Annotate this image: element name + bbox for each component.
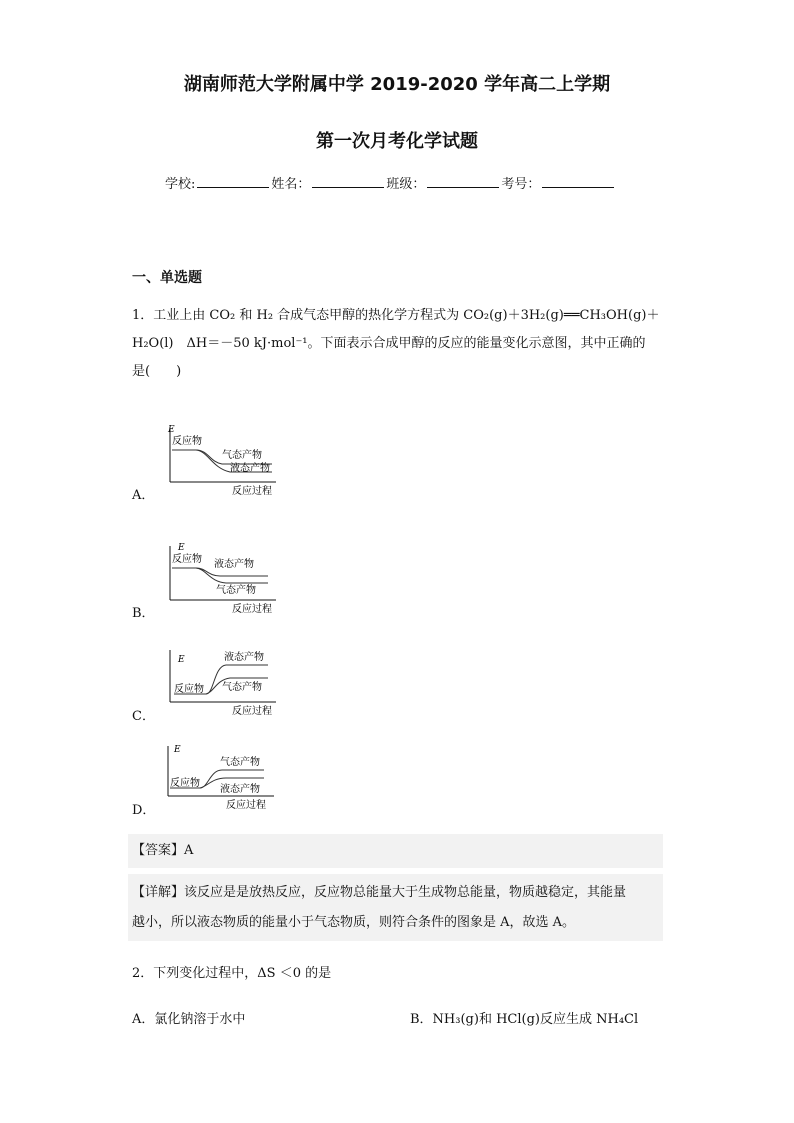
- option-d-diagram: [160, 740, 290, 816]
- option-a-diagram: [160, 420, 290, 498]
- class-label: 班级：: [386, 177, 426, 192]
- school-blank: [197, 175, 269, 188]
- question-2-option-b: B．NH₃(g)和 HCl(g)反应生成 NH₄Cl: [410, 1012, 639, 1027]
- explanation-box: [128, 874, 663, 941]
- exam-number-label: 考号：: [501, 177, 541, 192]
- option-b-diagram: [160, 538, 290, 616]
- lower-product-label: 液态产物: [230, 463, 270, 474]
- explanation-line: 越小，所以液态物质的能量小于气态物质，则符合条件的图象是 A，故选 A。: [132, 915, 576, 930]
- question-1-line: H₂O(l) ΔH＝－50 kJ·mol⁻¹。下面表示合成甲醇的反应的能量变化示意图，其中正确的: [132, 336, 646, 351]
- reactant-label: 反应物: [174, 684, 204, 695]
- energy-axis-label: E: [174, 745, 181, 755]
- reactant-label: 反应物: [170, 778, 200, 789]
- lower-product-label: 气态产物: [216, 585, 256, 596]
- upper-product-label: 液态产物: [214, 559, 254, 570]
- energy-axis-label: E: [168, 425, 175, 435]
- name-label: 姓名：: [271, 177, 311, 192]
- process-axis-label: 反应过程: [232, 604, 272, 615]
- option-b-label: B．: [132, 606, 155, 621]
- question-1-line: 是( ): [132, 364, 182, 379]
- option-c-diagram: [160, 642, 290, 720]
- process-axis-label: 反应过程: [232, 706, 272, 717]
- option-c-label: C．: [132, 709, 155, 724]
- lower-product-label: 液态产物: [220, 784, 260, 795]
- energy-axis-label: E: [178, 543, 185, 553]
- upper-product-label: 气态产物: [220, 757, 260, 768]
- page-subtitle: 第一次月考化学试题: [316, 131, 478, 152]
- school-label: 学校:: [165, 177, 196, 192]
- question-2-text: 2．下列变化过程中，ΔS ＜0 的是: [132, 966, 332, 981]
- option-d-label: D．: [132, 803, 156, 818]
- process-axis-label: 反应过程: [232, 486, 272, 497]
- question-1-text: [132, 302, 667, 386]
- upper-product-label: 气态产物: [222, 450, 262, 461]
- page-title: 湖南师范大学附属中学 2019-2020 学年高二上学期: [183, 74, 611, 95]
- upper-product-label: 液态产物: [224, 652, 264, 663]
- answer-box: [128, 834, 663, 868]
- question-2-option-a: A．氯化钠溶于水中: [132, 1012, 246, 1027]
- reactant-label: 反应物: [172, 436, 202, 447]
- process-axis-label: 反应过程: [226, 800, 266, 811]
- reactant-label: 反应物: [172, 554, 202, 565]
- class-blank: [427, 175, 499, 188]
- answer-text: 【答案】A: [132, 843, 194, 858]
- name-blank: [312, 175, 384, 188]
- energy-axis-label: E: [178, 655, 185, 665]
- question-1-line: 1．工业上由 CO₂ 和 H₂ 合成气态甲醇的热化学方程式为 CO₂(g)＋3H₂(g)══CH₃OH(g)＋: [132, 308, 660, 323]
- section-title: 一、单选题: [132, 270, 202, 286]
- exam-number-blank: [542, 175, 614, 188]
- option-a-label: A．: [132, 488, 155, 503]
- lower-product-label: 气态产物: [222, 682, 262, 693]
- student-info-row: [165, 173, 616, 192]
- explanation-line: 【详解】该反应是是放热反应，反应物总能量大于生成物总能量，物质越稳定，其能量: [132, 885, 627, 900]
